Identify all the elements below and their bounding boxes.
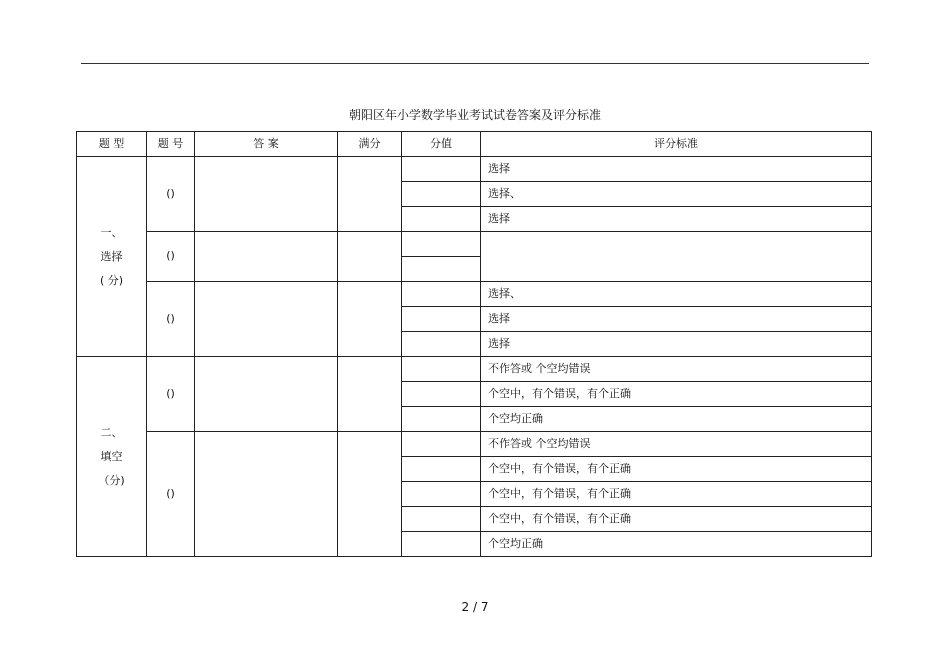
score-cell xyxy=(402,357,481,382)
score-cell xyxy=(402,382,481,407)
question-number: () xyxy=(147,282,195,357)
section-type-fill xyxy=(77,357,147,557)
standard-cell: 选择、 xyxy=(481,282,872,307)
top-rule xyxy=(81,63,869,64)
full-score-cell xyxy=(338,357,402,432)
full-score-cell xyxy=(338,232,402,282)
score-cell xyxy=(402,182,481,207)
answer-cell xyxy=(195,157,338,232)
standard-cell: 个空中，有个错误，有个正确 xyxy=(481,507,872,532)
section-type-choice xyxy=(77,157,147,357)
section-number: 一、 xyxy=(100,225,123,239)
full-score-cell xyxy=(338,157,402,232)
table-row xyxy=(77,357,872,382)
header-full-score: 满分 xyxy=(338,132,402,157)
standard-cell: 选择 xyxy=(481,157,872,182)
section-name: 选择 xyxy=(100,249,123,263)
answer-table xyxy=(76,131,872,557)
score-cell xyxy=(402,232,481,257)
score-cell xyxy=(402,457,481,482)
header-type: 题 型 xyxy=(77,132,147,157)
score-cell xyxy=(402,257,481,282)
standard-cell: 个空均正确 xyxy=(481,407,872,432)
score-cell xyxy=(402,307,481,332)
answer-cell xyxy=(195,232,338,282)
section-points: （分) xyxy=(98,473,125,487)
table-row xyxy=(77,232,872,257)
header-number: 题 号 xyxy=(147,132,195,157)
standard-cell: 不作答或 个空均错误 xyxy=(481,357,872,382)
header-score: 分值 xyxy=(402,132,481,157)
score-cell xyxy=(402,282,481,307)
standard-cell: 选择 xyxy=(481,307,872,332)
answer-cell xyxy=(195,432,338,557)
header-answer: 答 案 xyxy=(195,132,338,157)
question-number: () xyxy=(147,232,195,282)
standard-cell: 个空中，有个错误，有个正确 xyxy=(481,482,872,507)
table-row xyxy=(77,157,872,182)
standard-cell: 个空中，有个错误，有个正确 xyxy=(481,382,872,407)
header-row xyxy=(77,132,872,157)
standard-cell: 选择 xyxy=(481,332,872,357)
section-points: ( 分) xyxy=(99,273,124,287)
score-cell xyxy=(402,432,481,457)
section-name: 填空 xyxy=(100,449,123,463)
score-cell xyxy=(402,507,481,532)
header-standard: 评分标准 xyxy=(481,132,872,157)
standard-cell: 个空均正确 xyxy=(481,532,872,557)
question-number: () xyxy=(147,157,195,232)
score-cell xyxy=(402,532,481,557)
standard-cell xyxy=(481,232,872,282)
page-title: 朝阳区年小学数学毕业考试试卷答案及评分标准 xyxy=(348,108,601,122)
question-number: () xyxy=(147,432,195,557)
full-score-cell xyxy=(338,282,402,357)
score-cell xyxy=(402,482,481,507)
score-cell xyxy=(402,207,481,232)
standard-cell: 选择 xyxy=(481,207,872,232)
full-score-cell xyxy=(338,432,402,557)
score-cell xyxy=(402,407,481,432)
answer-cell xyxy=(195,357,338,432)
score-cell xyxy=(402,157,481,182)
standard-cell: 个空中，有个错误，有个正确 xyxy=(481,457,872,482)
question-number: () xyxy=(147,357,195,432)
score-cell xyxy=(402,332,481,357)
section-number: 二、 xyxy=(100,425,123,439)
answer-cell xyxy=(195,282,338,357)
page-number: 2 / 7 xyxy=(461,600,489,614)
standard-cell: 不作答或 个空均错误 xyxy=(481,432,872,457)
table-row xyxy=(77,282,872,307)
standard-cell: 选择、 xyxy=(481,182,872,207)
table-row xyxy=(77,432,872,457)
